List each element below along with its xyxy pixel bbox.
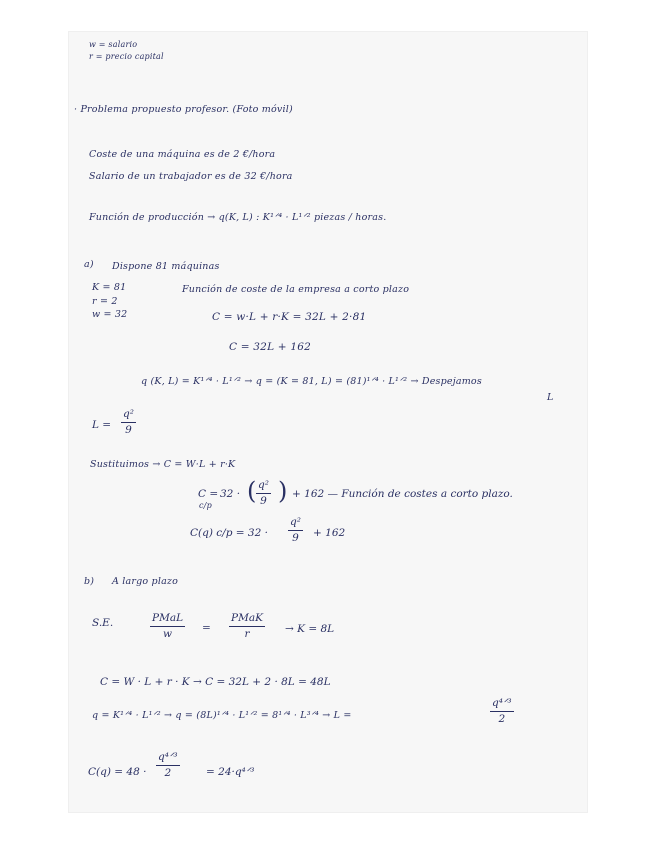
- l-fraction-denominator: 9: [125, 424, 132, 437]
- production-function-line: Función de producción → q(K, L) : K¹ᐟ⁴ · L¹ᐟ² piezas / horas.: [89, 212, 387, 223]
- open-paren: (: [247, 477, 257, 505]
- param-r: r = 2: [92, 296, 118, 307]
- se-left-fraction: [150, 612, 185, 641]
- long-run-cq-fraction: [156, 751, 180, 780]
- long-run-cq-denominator: 2: [164, 767, 172, 780]
- problem-heading: · Problema propuesto profesor. (Foto móvil): [74, 104, 293, 115]
- close-paren: ): [278, 477, 288, 505]
- param-k: K = 81: [92, 282, 127, 293]
- cost-equation-simplified: C = 32L + 162: [229, 341, 311, 353]
- cq-tail: + 162: [313, 527, 346, 539]
- despejamos-variable: L: [547, 392, 554, 403]
- worker-wage-line: Salario de un trabajador es de 32 €/hora: [89, 171, 293, 182]
- long-run-cq-numerator: q⁴ᐟ³: [156, 751, 180, 766]
- production-substitution-line: q (K, L) = K¹ᐟ⁴ · L¹ᐟ² → q = (K = 81, L) = (81)¹ᐟ⁴ · L¹ᐟ² → Despejamos: [141, 376, 482, 387]
- part-a-title: Dispone 81 máquinas: [112, 261, 220, 272]
- long-run-cost-equation: C = W · L + r · K → C = 32L + 2 · 8L = 48L: [100, 676, 331, 688]
- param-w: w = 32: [92, 309, 128, 320]
- cq-fraction: [288, 516, 303, 545]
- legend-wage: w = salario: [89, 40, 138, 49]
- long-run-l-numerator: q⁴ᐟ³: [490, 697, 514, 712]
- c-label: C =: [198, 488, 219, 500]
- se-right-numerator: PMaK: [229, 612, 265, 627]
- cq-fraction-denominator: 9: [292, 532, 299, 545]
- c-fraction-denominator: 9: [260, 495, 267, 508]
- l-label: L =: [92, 419, 112, 431]
- c-tail: + 162 — Función de costes a corto plazo.: [292, 488, 513, 500]
- se-result: → K = 8L: [285, 623, 335, 635]
- c-coefficient: 32 ·: [220, 488, 241, 500]
- legend-capital-price: r = precio capital: [89, 52, 164, 61]
- c-fraction: [256, 479, 271, 508]
- cost-equation-expanded: C = w·L + r·K = 32L + 2·81: [212, 311, 367, 323]
- long-run-cq-label: C(q) = 48 ·: [88, 766, 147, 778]
- se-label: S.E.: [92, 617, 114, 629]
- se-equals: =: [202, 622, 211, 634]
- l-fraction: [121, 408, 136, 437]
- substitution-line: Sustituimos → C = W·L + r·K: [90, 459, 236, 470]
- part-a-label: a): [84, 259, 94, 270]
- part-b-title: A largo plazo: [112, 576, 179, 587]
- short-run-cost-title: Función de coste de la empresa a corto plazo: [182, 284, 410, 295]
- c-fraction-numerator: q²: [256, 479, 271, 494]
- l-fraction-numerator: q²: [121, 408, 136, 423]
- cq-label: C(q) c/p = 32 ·: [190, 527, 268, 539]
- long-run-l-denominator: 2: [498, 713, 506, 726]
- long-run-cq-result: = 24·q⁴ᐟ³: [206, 766, 255, 778]
- se-right-fraction: [229, 612, 265, 641]
- cq-fraction-numerator: q²: [288, 516, 303, 531]
- se-right-denominator: r: [244, 628, 250, 641]
- machine-cost-line: Coste de una máquina es de 2 €/hora: [89, 149, 276, 160]
- se-left-denominator: w: [163, 628, 173, 641]
- se-left-numerator: PMaL: [150, 612, 185, 627]
- part-b-label: b): [84, 576, 95, 587]
- long-run-l-fraction: [490, 697, 514, 726]
- long-run-production-line: q = K¹ᐟ⁴ · L¹ᐟ² → q = (8L)¹ᐟ⁴ · L¹ᐟ² = 8¹ᐟ⁴ · L³ᐟ⁴ → L =: [92, 710, 352, 721]
- c-subscript: c/p: [199, 501, 212, 510]
